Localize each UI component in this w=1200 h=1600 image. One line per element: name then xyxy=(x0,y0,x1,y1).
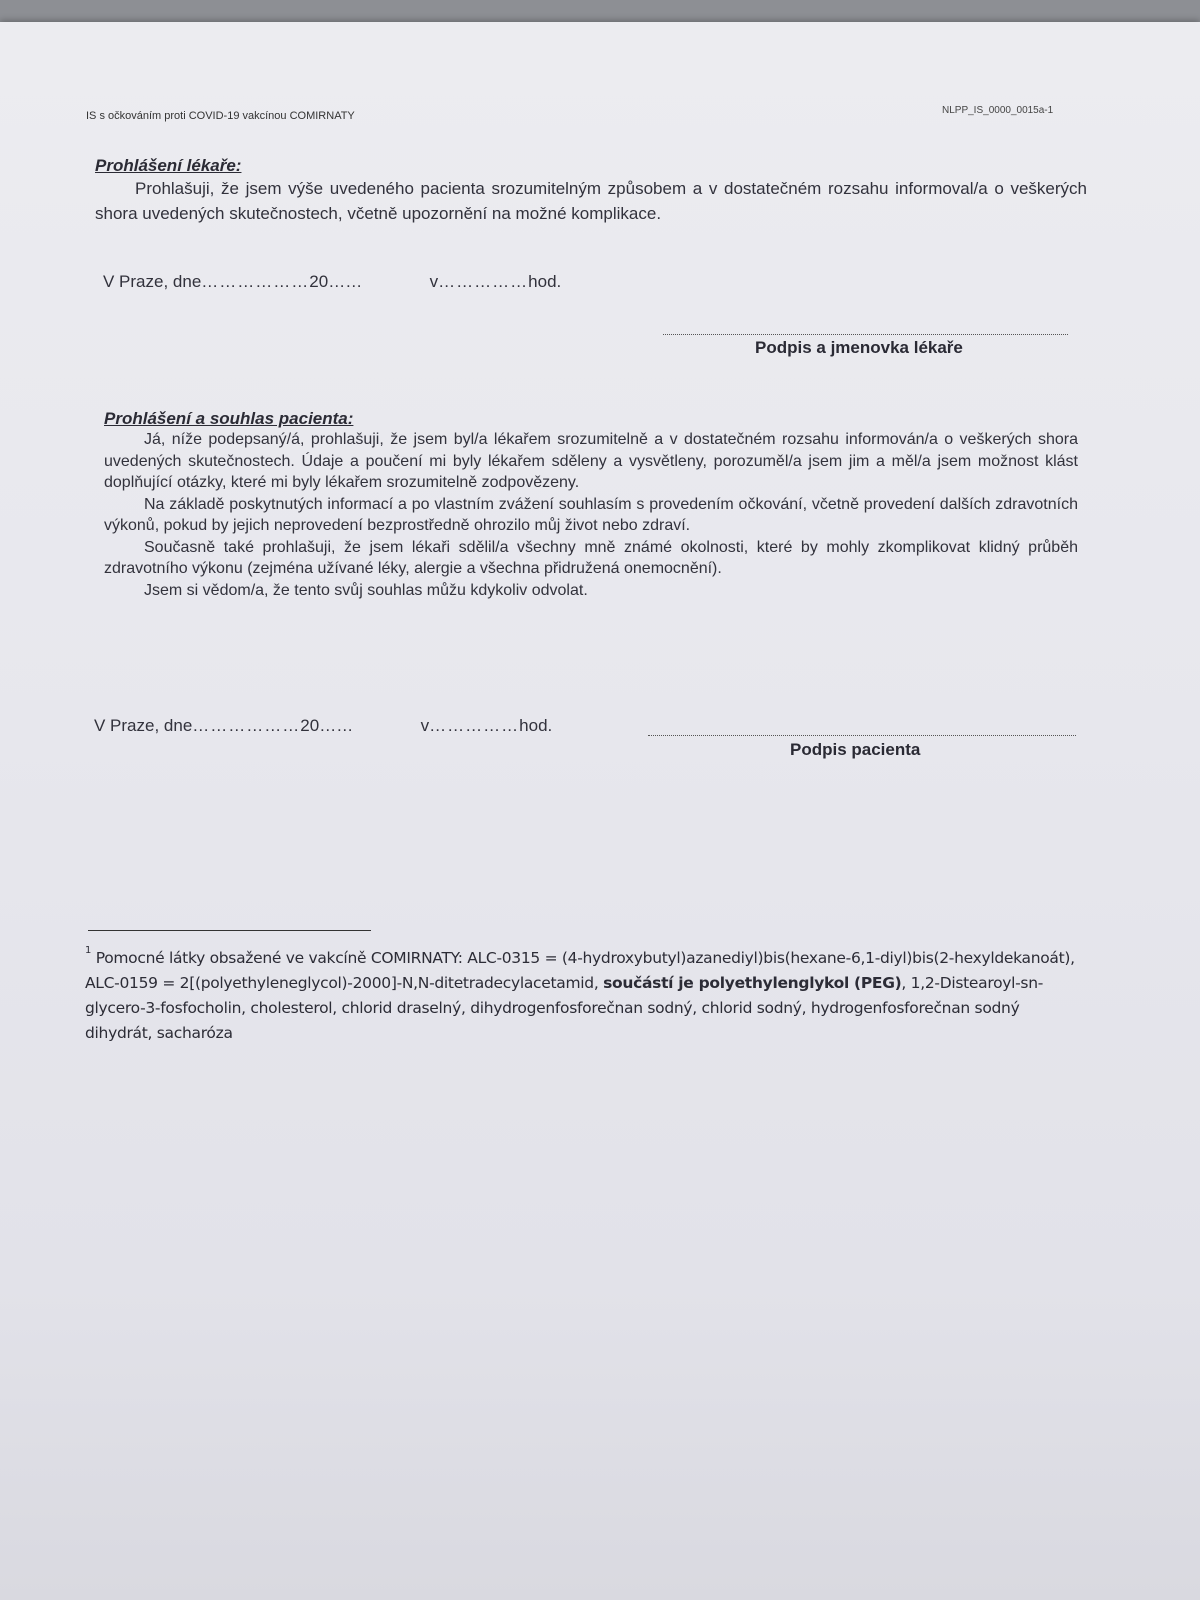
document-page xyxy=(0,22,1200,1600)
patient-date-year: 20…… xyxy=(300,716,354,735)
header-document-code: NLPP_IS_0000_0015a-1 xyxy=(942,105,1054,116)
patient-time-suffix: hod. xyxy=(519,716,553,735)
patient-time-prefix: v xyxy=(420,716,430,735)
doctor-time-suffix: hod. xyxy=(528,272,562,291)
patient-date-line xyxy=(94,716,552,736)
footnote-peg-emphasis: součástí je polyethylenglykol (PEG) xyxy=(603,974,902,992)
doctor-declaration-text: Prohlašuji, že jsem výše uvedeného pacienta srozumitelným způsobem a v dostatečném rozsahu informoval/a o veškerých shora uvedených skutečnostech, včetně upozornění na možné komplikace. xyxy=(95,179,1087,223)
doctor-date-prefix: V Praze, dne xyxy=(103,272,202,291)
doctor-time-prefix: v xyxy=(429,272,439,291)
footnote-text-part-1: Pomocné látky obsažené ve vakcíně COMIRNATY: ALC-0315 = (4-hydroxybutyl)azanediyl)bis(hexane-6,1-diyl)bis(2-hexyldekanoát), ALC-0159 = 2[(polyethyleneglycol)-2000]-N,N-ditetradecylacetamid, xyxy=(85,949,1075,992)
patient-date-dots: ……………… xyxy=(192,716,301,735)
patient-consent-title: Prohlášení a souhlas pacienta: xyxy=(104,409,354,428)
patient-signature-label: Podpis pacienta xyxy=(790,740,921,759)
doctor-signature-line xyxy=(663,334,1068,335)
doctor-signature-label: Podpis a jmenovka lékaře xyxy=(755,338,963,357)
footnote-marker: 1 xyxy=(85,945,92,956)
footnote-text-part-2: , 1,2-Distearoyl-sn-glycero-3-fosfocholin, cholesterol, chlorid draselný, dihydrogenfosforečnan sodný, chlorid sodný, hydrogenfosforečnan sodný dihydrát, sacharóza xyxy=(85,974,1044,1042)
doctor-date-line xyxy=(103,272,561,292)
patient-consent-section xyxy=(104,409,1078,601)
footnote xyxy=(85,946,1075,1046)
header-document-title: IS s očkováním proti COVID-19 vakcínou COMIRNATY xyxy=(86,110,355,122)
patient-date-prefix: V Praze, dne xyxy=(94,716,193,735)
patient-signature-line xyxy=(648,735,1076,736)
doctor-date-dots: ……………… xyxy=(201,272,310,291)
doctor-date-year: 20…… xyxy=(309,272,363,291)
patient-consent-paragraph-4: Jsem si vědom/a, že tento svůj souhlas můžu kdykoliv odvolat. xyxy=(144,581,588,599)
patient-consent-paragraph-2: Na základě poskytnutých informací a po vlastním zvážení souhlasím s provedením očkování, včetně provedení dalších zdravotních výkonů, pokud by jejich neprovedení bezprostředně ohrozilo můj život nebo zdraví. xyxy=(104,495,1078,534)
patient-consent-paragraph-3: Současně také prohlašuji, že jsem lékaři sdělil/a všechny mně známé okolnosti, které by mohly zkomplikovat klidný průběh zdravotního výkonu (zejména užívané léky, alergie a všechna přidružená onemocnění). xyxy=(104,538,1078,577)
patient-consent-paragraph-1: Já, níže podepsaný/á, prohlašuji, že jsem byl/a lékařem srozumitelně a v dostatečném rozsahu informován/a o veškerých shora uvedených skutečnostech. Údaje a poučení mi byly lékařem sděleny a vysvětleny, porozuměl/a jsem jim a měl/a jsem možnost klást doplňující otázky, které mi byly lékařem srozumitelně zodpovězeny. xyxy=(104,431,1078,491)
footnote-separator xyxy=(88,930,371,931)
doctor-time-dots: …………… xyxy=(438,272,529,291)
doctor-declaration-title: Prohlášení lékaře: xyxy=(95,156,242,175)
patient-time-dots: …………… xyxy=(429,716,520,735)
doctor-declaration-section xyxy=(95,156,1087,226)
